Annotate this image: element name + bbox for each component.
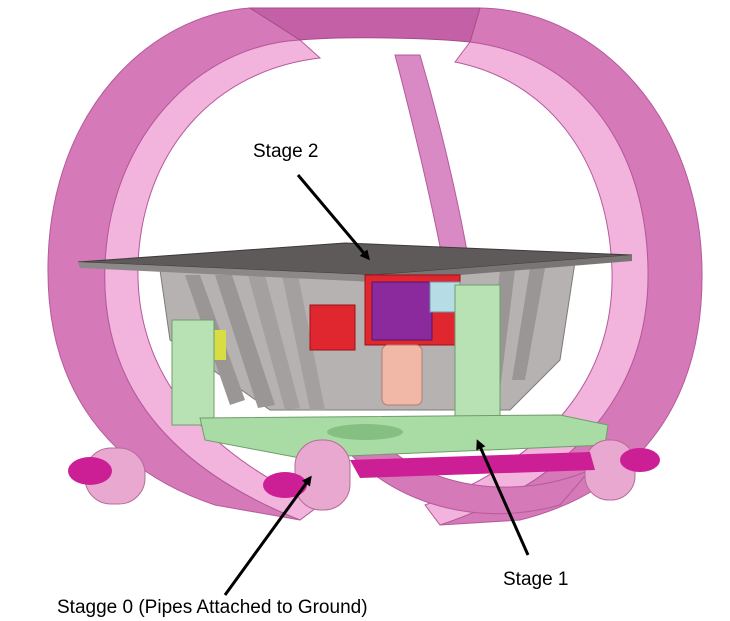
pipe-end-middle [263,472,307,498]
stage-0-label: Stagge 0 (Pipes Attached to Ground) [57,597,368,618]
pipe-end-right [620,448,660,472]
stage-2-label: Stage 2 [253,141,319,162]
pipe-end-left [68,457,112,485]
purple-block [372,282,432,340]
left-post [172,320,214,425]
base-hole [327,424,403,440]
red-block-left [310,305,355,350]
pipe-middle [295,440,350,510]
stage-1-label: Stage 1 [503,569,569,590]
sensor-cylinder [382,345,422,405]
right-post [455,285,500,435]
